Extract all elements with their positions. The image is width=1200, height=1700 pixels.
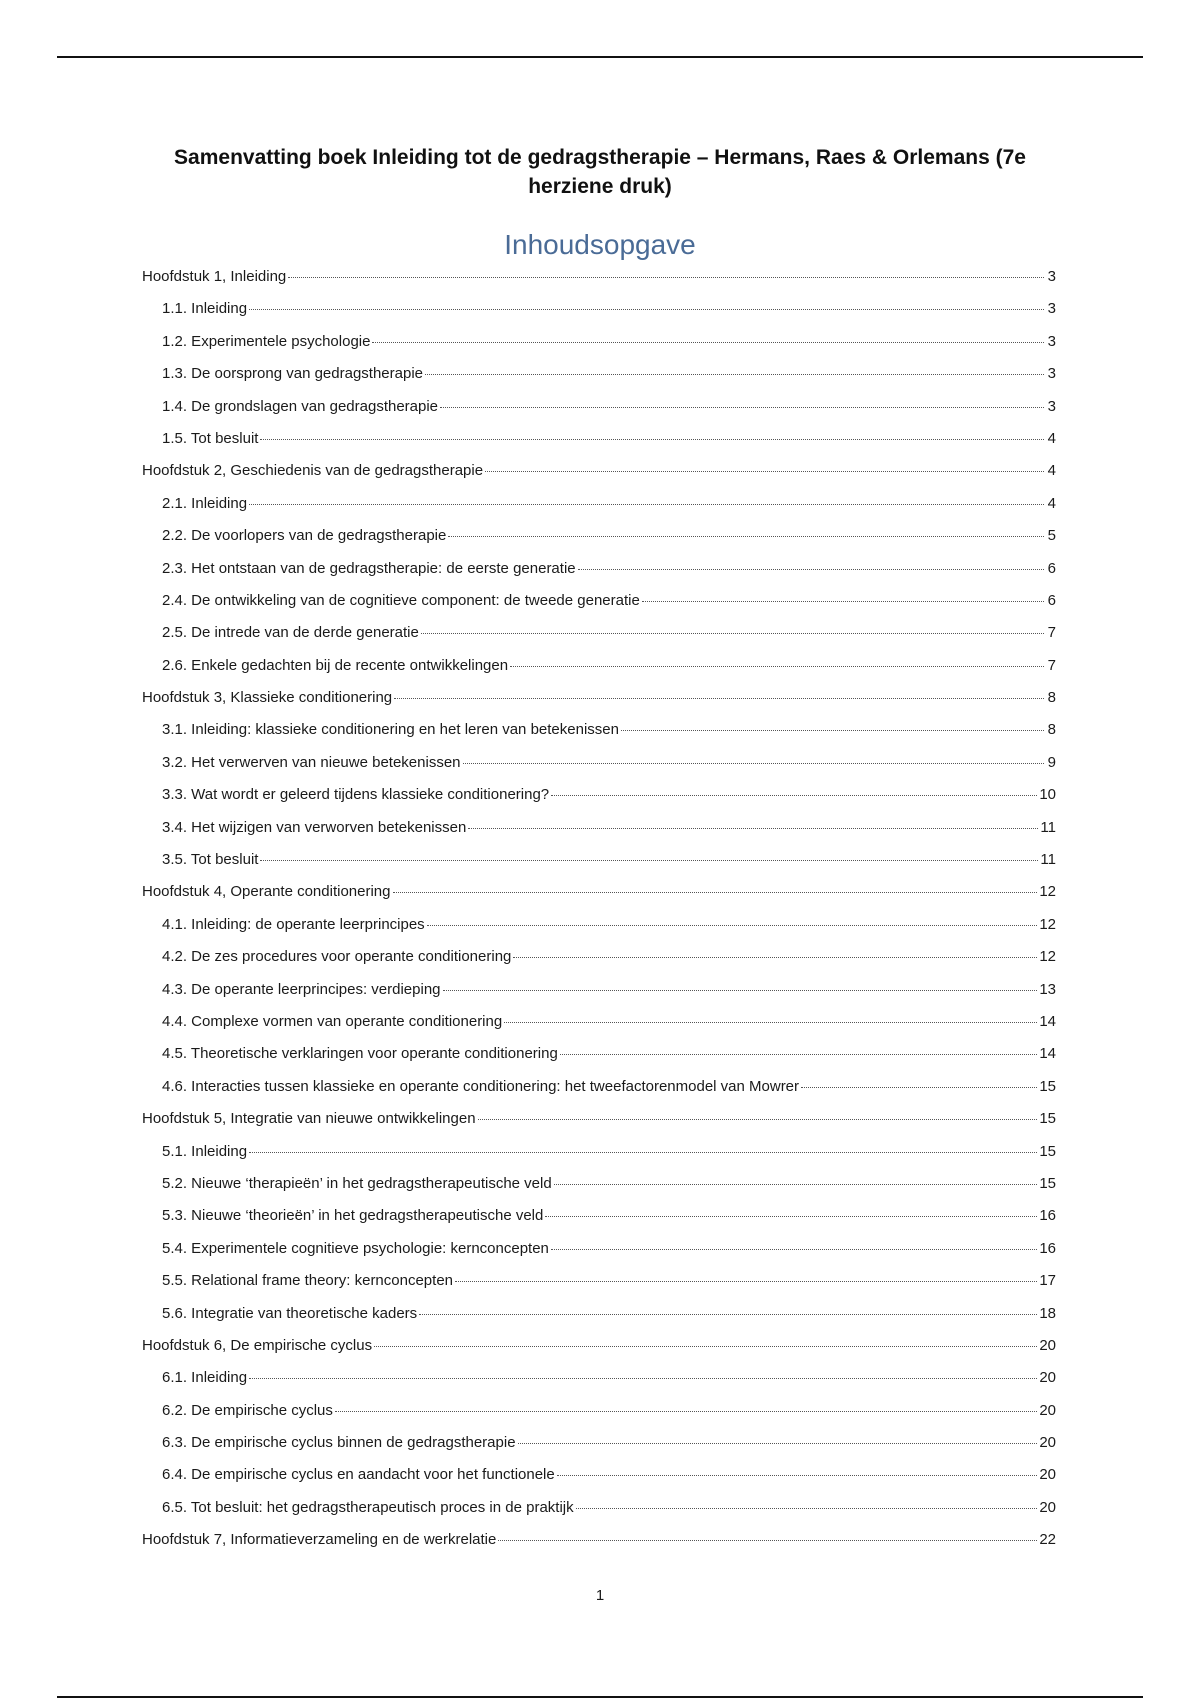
toc-entry-page: 6 xyxy=(1047,591,1056,609)
toc-dot-leader xyxy=(485,471,1044,472)
toc-entry-page: 7 xyxy=(1047,656,1056,674)
toc-chapter-entry[interactable] xyxy=(142,688,1056,720)
toc-section-entry[interactable] xyxy=(142,429,1056,461)
toc-dot-leader xyxy=(557,1475,1038,1476)
header-rule xyxy=(57,56,1143,58)
toc-entry-label: 6.5. Tot besluit: het gedragstherapeutisch proces in de praktijk xyxy=(162,1498,574,1516)
toc-dot-leader xyxy=(576,1508,1038,1509)
toc-entry-label: 4.5. Theoretische verklaringen voor operante conditionering xyxy=(162,1045,558,1063)
toc-section-entry[interactable] xyxy=(142,1077,1056,1109)
toc-entry-label: 3.5. Tot besluit xyxy=(162,851,259,869)
toc-entry-page: 20 xyxy=(1039,1466,1056,1484)
toc-dot-leader xyxy=(801,1087,1037,1088)
toc-dot-leader xyxy=(468,828,1038,829)
toc-section-entry[interactable] xyxy=(142,850,1056,882)
toc-section-entry[interactable] xyxy=(142,1174,1056,1206)
toc-section-entry[interactable] xyxy=(142,980,1056,1012)
toc-entry-page: 22 xyxy=(1039,1531,1056,1549)
toc-section-entry[interactable] xyxy=(142,1271,1056,1303)
toc-dot-leader xyxy=(425,374,1044,375)
toc-dot-leader xyxy=(478,1119,1038,1120)
toc-entry-label: 4.4. Complexe vormen van operante conditionering xyxy=(162,1012,503,1030)
toc-entry-page: 8 xyxy=(1047,689,1056,707)
toc-entry-label: 3.4. Het wijzigen van verworven betekenissen xyxy=(162,818,467,836)
toc-dot-leader xyxy=(374,1346,1037,1347)
toc-entry-label: 1.3. De oorsprong van gedragstherapie xyxy=(162,365,424,383)
toc-entry-label: 6.3. De empirische cyclus binnen de gedragstherapie xyxy=(162,1434,516,1452)
toc-entry-label: 2.2. De voorlopers van de gedragstherapie xyxy=(162,527,447,545)
toc-section-entry[interactable] xyxy=(142,591,1056,623)
toc-entry-page: 3 xyxy=(1047,300,1056,318)
toc-section-entry[interactable] xyxy=(142,1465,1056,1497)
toc-entry-label: Hoofdstuk 6, De empirische cyclus xyxy=(142,1336,373,1354)
toc-entry-page: 4 xyxy=(1047,494,1056,512)
toc-entry-label: 4.6. Interacties tussen klassieke en operante conditionering: het tweefactorenmodel van Mowrer xyxy=(162,1077,800,1095)
toc-dot-leader xyxy=(440,407,1044,408)
toc-section-entry[interactable] xyxy=(142,332,1056,364)
toc-entry-label: 5.4. Experimentele cognitieve psychologie: kernconcepten xyxy=(162,1239,549,1257)
toc-entry-label: 3.1. Inleiding: klassieke conditionering en het leren van betekenissen xyxy=(162,721,619,739)
toc-entry-label: 6.2. De empirische cyclus xyxy=(162,1401,333,1419)
toc-section-entry[interactable] xyxy=(142,494,1056,526)
toc-section-entry[interactable] xyxy=(142,818,1056,850)
toc-dot-leader xyxy=(463,763,1044,764)
toc-dot-leader xyxy=(394,698,1044,699)
toc-dot-leader xyxy=(419,1314,1037,1315)
toc-entry-page: 6 xyxy=(1047,559,1056,577)
toc-entry-label: 1.4. De grondslagen van gedragstherapie xyxy=(162,397,439,415)
toc-entry-page: 13 xyxy=(1039,980,1056,998)
toc-section-entry[interactable] xyxy=(142,947,1056,979)
toc-entry-label: 5.5. Relational frame theory: kernconcepten xyxy=(162,1272,453,1290)
toc-dot-leader xyxy=(249,1378,1037,1379)
toc-entry-page: 3 xyxy=(1047,397,1056,415)
toc-dot-leader xyxy=(642,601,1044,602)
footer-rule xyxy=(57,1696,1143,1698)
toc-section-entry[interactable] xyxy=(142,1498,1056,1530)
toc-section-entry[interactable] xyxy=(142,720,1056,752)
toc-section-entry[interactable] xyxy=(142,1239,1056,1271)
toc-section-entry[interactable] xyxy=(142,1433,1056,1465)
toc-entry-page: 14 xyxy=(1039,1045,1056,1063)
toc-entry-page: 20 xyxy=(1039,1369,1056,1387)
toc-dot-leader xyxy=(560,1054,1038,1055)
toc-entry-label: 5.6. Integratie van theoretische kaders xyxy=(162,1304,418,1322)
toc-chapter-entry[interactable] xyxy=(142,461,1056,493)
toc-dot-leader xyxy=(504,1022,1037,1023)
toc-dot-leader xyxy=(260,439,1044,440)
toc-entry-page: 20 xyxy=(1039,1336,1056,1354)
toc-dot-leader xyxy=(249,504,1044,505)
toc-chapter-entry[interactable] xyxy=(142,267,1056,299)
toc-dot-leader xyxy=(578,569,1044,570)
toc-entry-page: 8 xyxy=(1047,721,1056,739)
toc-dot-leader xyxy=(372,342,1044,343)
toc-dot-leader xyxy=(518,1443,1038,1444)
toc-entry-page: 15 xyxy=(1039,1077,1056,1095)
toc-section-entry[interactable] xyxy=(142,785,1056,817)
toc-dot-leader xyxy=(421,633,1044,634)
toc-entry-label: 6.4. De empirische cyclus en aandacht voor het functionele xyxy=(162,1466,555,1484)
toc-dot-leader xyxy=(510,666,1044,667)
toc-entry-label: 2.1. Inleiding xyxy=(162,494,248,512)
toc-section-entry[interactable] xyxy=(142,364,1056,396)
toc-dot-leader xyxy=(260,860,1038,861)
toc-entry-label: Hoofdstuk 5, Integratie van nieuwe ontwikkelingen xyxy=(142,1110,476,1128)
toc-entry-page: 20 xyxy=(1039,1434,1056,1452)
toc-dot-leader xyxy=(554,1184,1038,1185)
toc-entry-label: 2.5. De intrede van de derde generatie xyxy=(162,624,419,642)
toc-entry-label: 1.2. Experimentele psychologie xyxy=(162,332,371,350)
toc-chapter-entry[interactable] xyxy=(142,882,1056,914)
toc-entry-page: 18 xyxy=(1039,1304,1056,1322)
toc-entry-label: 6.1. Inleiding xyxy=(162,1369,248,1387)
toc-entry-label: 5.3. Nieuwe ‘theorieën’ in het gedragstherapeutische veld xyxy=(162,1207,544,1225)
toc-entry-page: 3 xyxy=(1047,332,1056,350)
toc-dot-leader xyxy=(455,1281,1037,1282)
toc-section-entry[interactable] xyxy=(142,1304,1056,1336)
toc-chapter-entry[interactable] xyxy=(142,1336,1056,1368)
toc-entry-label: 2.6. Enkele gedachten bij de recente ontwikkelingen xyxy=(162,656,509,674)
toc-entry-label: Hoofdstuk 3, Klassieke conditionering xyxy=(142,689,393,707)
toc-entry-label: 4.2. De zes procedures voor operante conditionering xyxy=(162,948,512,966)
toc-section-entry[interactable] xyxy=(142,915,1056,947)
toc-entry-page: 16 xyxy=(1039,1239,1056,1257)
toc-section-entry[interactable] xyxy=(142,1206,1056,1238)
toc-entry-page: 15 xyxy=(1039,1174,1056,1192)
document-title: Samenvatting boek Inleiding tot de gedragstherapie – Hermans, Raes & Orlemans (7e herziene druk) xyxy=(174,146,1026,198)
toc-entry-page: 3 xyxy=(1047,268,1056,285)
toc-entry-page: 4 xyxy=(1047,462,1056,480)
toc-dot-leader xyxy=(443,990,1038,991)
toc-entry-page: 16 xyxy=(1039,1207,1056,1225)
toc-dot-leader xyxy=(551,1249,1037,1250)
toc-entry-page: 9 xyxy=(1047,753,1056,771)
toc-dot-leader xyxy=(249,1152,1037,1153)
toc-entry-page: 11 xyxy=(1040,851,1056,869)
toc-entry-label: 3.3. Wat wordt er geleerd tijdens klassieke conditionering? xyxy=(162,786,550,804)
toc-section-entry[interactable] xyxy=(142,397,1056,429)
page-number: 1 xyxy=(595,1587,605,1604)
toc-entry-page: 20 xyxy=(1039,1401,1056,1419)
toc-entry-label: 2.4. De ontwikkeling van de cognitieve component: de tweede generatie xyxy=(162,591,640,609)
toc-entry-label: 5.1. Inleiding xyxy=(162,1142,248,1160)
toc-section-entry[interactable] xyxy=(142,1401,1056,1433)
toc-section-entry[interactable] xyxy=(142,526,1056,558)
toc-section-entry[interactable] xyxy=(142,753,1056,785)
toc-dot-leader xyxy=(621,730,1044,731)
toc-entry-label: 1.5. Tot besluit xyxy=(162,429,259,447)
toc-entry-label: Hoofdstuk 2, Geschiedenis van de gedragstherapie xyxy=(142,462,484,480)
toc-dot-leader xyxy=(513,957,1037,958)
toc-section-entry[interactable] xyxy=(142,1044,1056,1076)
table-of-contents xyxy=(142,267,1056,1563)
toc-entry-page: 12 xyxy=(1039,948,1056,966)
toc-dot-leader xyxy=(335,1411,1037,1412)
toc-section-entry[interactable] xyxy=(142,656,1056,688)
toc-entry-label: Hoofdstuk 7, Informatieverzameling en de werkrelatie xyxy=(142,1531,497,1549)
toc-entry-label: 2.3. Het ontstaan van de gedragstherapie: de eerste generatie xyxy=(162,559,576,577)
toc-entry-page: 11 xyxy=(1040,818,1056,836)
toc-entry-label: 4.1. Inleiding: de operante leerprincipes xyxy=(162,915,425,933)
toc-entry-page: 10 xyxy=(1039,786,1056,804)
toc-section-entry[interactable] xyxy=(142,623,1056,655)
toc-dot-leader xyxy=(427,925,1038,926)
toc-dot-leader xyxy=(448,536,1044,537)
toc-entry-label: 5.2. Nieuwe ‘therapieën’ in het gedragstherapeutische veld xyxy=(162,1174,552,1192)
toc-entry-label: Hoofdstuk 1, Inleiding xyxy=(142,268,287,285)
toc-chapter-entry[interactable] xyxy=(142,1530,1056,1562)
toc-section-entry[interactable] xyxy=(142,1012,1056,1044)
toc-entry-page: 5 xyxy=(1047,527,1056,545)
toc-dot-leader xyxy=(551,795,1037,796)
toc-dot-leader xyxy=(288,277,1044,278)
toc-entry-page: 17 xyxy=(1039,1272,1056,1290)
toc-heading: Inhoudsopgave xyxy=(504,229,696,260)
toc-dot-leader xyxy=(498,1540,1037,1541)
toc-section-entry[interactable] xyxy=(142,1368,1056,1400)
toc-section-entry[interactable] xyxy=(142,299,1056,331)
toc-entry-label: 1.1. Inleiding xyxy=(162,300,248,318)
toc-section-entry[interactable] xyxy=(142,559,1056,591)
toc-entry-page: 7 xyxy=(1047,624,1056,642)
toc-entry-label: 4.3. De operante leerprincipes: verdieping xyxy=(162,980,441,998)
toc-entry-page: 15 xyxy=(1039,1110,1056,1128)
toc-dot-leader xyxy=(545,1216,1037,1217)
toc-entry-page: 14 xyxy=(1039,1012,1056,1030)
toc-chapter-entry[interactable] xyxy=(142,1109,1056,1141)
toc-entry-page: 3 xyxy=(1047,365,1056,383)
toc-entry-page: 12 xyxy=(1039,915,1056,933)
toc-entry-label: Hoofdstuk 4, Operante conditionering xyxy=(142,883,391,901)
toc-dot-leader xyxy=(393,892,1038,893)
toc-entry-page: 4 xyxy=(1047,429,1056,447)
toc-entry-page: 12 xyxy=(1039,883,1056,901)
toc-entry-label: 3.2. Het verwerven van nieuwe betekenissen xyxy=(162,753,461,771)
toc-entry-page: 20 xyxy=(1039,1498,1056,1516)
toc-dot-leader xyxy=(249,309,1044,310)
toc-section-entry[interactable] xyxy=(142,1142,1056,1174)
toc-entry-page: 15 xyxy=(1039,1142,1056,1160)
